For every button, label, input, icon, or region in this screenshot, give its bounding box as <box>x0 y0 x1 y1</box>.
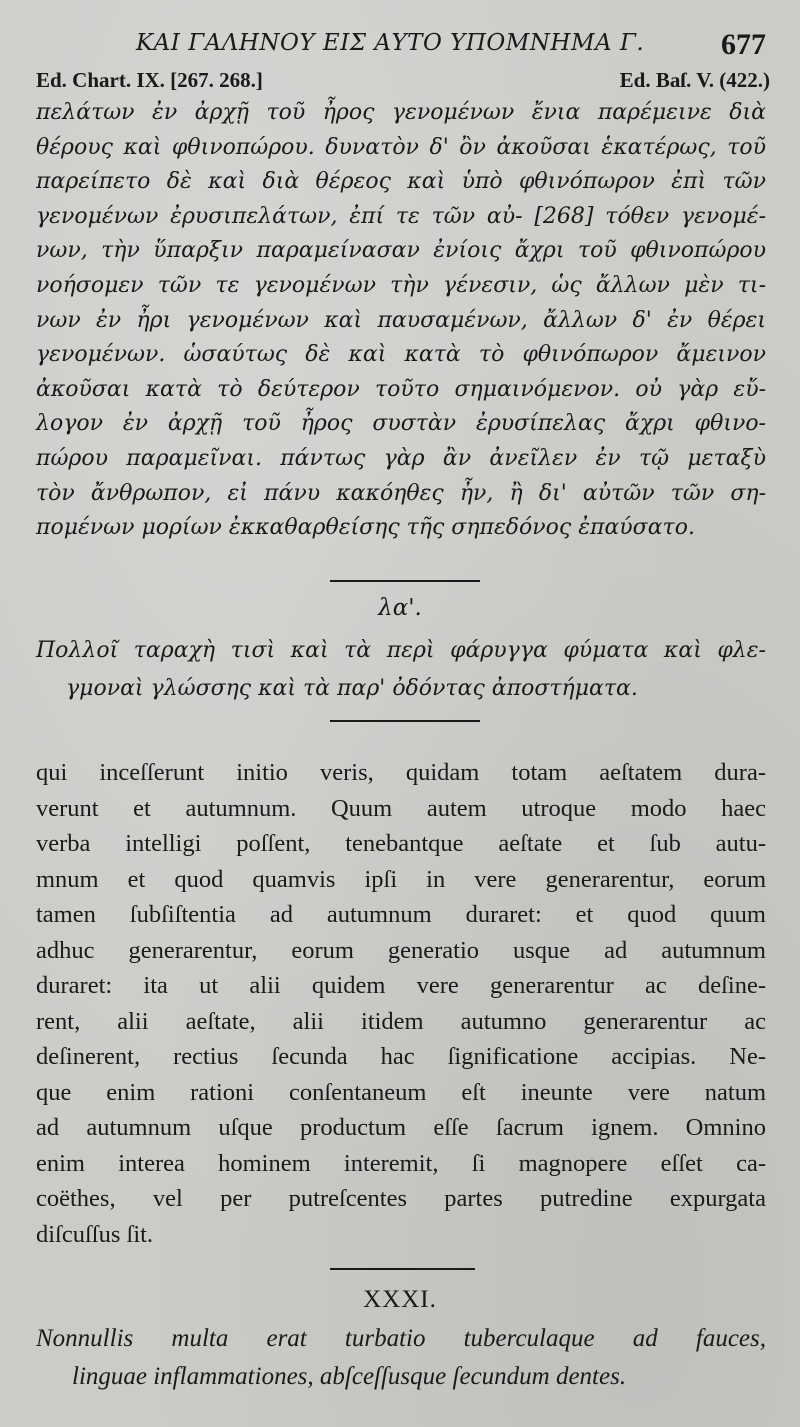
greek-line: πώρου παραμεῖναι. πάντως γὰρ ἂν ἀνεῖλεν ἐν τῷ μεταξὺ <box>36 445 766 471</box>
latin-lemma-line: linguae inflammationes, abſceſſusque ſecundum dentes. <box>72 1363 627 1390</box>
latin-line: verba intelligi poſſent, tenebantque aeſtate et ſub autu- <box>36 830 766 857</box>
greek-line: θέρους καὶ φθινοπώρου. δυνατὸν δ' ὂν ἀκοῦσαι ἑκατέρως, τοῦ <box>36 134 766 160</box>
running-title: ΚΑΙ ΓΑΛΗΝΟΥ ΕΙΣ ΑΥΤΟ ΥΠΟΜΝΗΜΑ Γ. <box>136 30 645 56</box>
greek-line: γενομένων. ὡσαύτως δὲ καὶ κατὰ τὸ φθινόπωρον ἄμεινον <box>36 342 766 368</box>
greek-lemma-line: γμοναὶ γλώσσης καὶ τὰ παρ' ὀδόντας ἀποστήματα. <box>66 676 638 701</box>
greek-section-number: λα'. <box>378 595 422 621</box>
latin-lemma-line: Nonnullis multa erat turbatio tuberculaque ad fauces, <box>36 1325 766 1352</box>
greek-line: νων, τὴν ὕπαρξιν παραμείνασαν ἐνίοις ἄχρι τοῦ φθινοπώρου <box>36 238 766 264</box>
edition-basel: Ed. Baſ. V. (422.) <box>619 68 770 92</box>
latin-line: verunt et autumnum. Quum autem utroque modo haec <box>36 794 766 822</box>
latin-line: duraret: ita ut alii quidem vere generarentur ac deſine- <box>36 972 766 999</box>
greek-line: παρείπετο δὲ καὶ διὰ θέρεος καὶ ὑπὸ φθινόπωρον ἐπὶ τῶν <box>36 169 766 195</box>
latin-line: diſcuſſus ſit. <box>36 1220 154 1248</box>
section-divider <box>330 580 480 582</box>
page-number: 677 <box>721 28 766 61</box>
greek-line: νων ἐν ἦρι γενομένων καὶ παυσαμένων, ἄλλων δ' ἐν θέρει <box>36 307 766 333</box>
greek-line: τὸν ἄνθρωπον, εἰ πάνυ κακόηθες ἦν, ἢ δι' αὐτῶν τῶν ση- <box>36 480 766 506</box>
latin-line: tamen ſubſiſtentia ad autumnum duraret: et quod quum <box>36 901 766 928</box>
greek-line: γενομένων ἐρυσιπελάτων, ἐπί τε τῶν αὐ- [268] τόθεν γενομέ- <box>36 203 766 229</box>
latin-line: rent, alii aeſtate, alii itidem autumno generarentur ac <box>36 1007 766 1035</box>
latin-line: enim interea hominem interemit, ſi magnopere eſſet ca- <box>36 1149 766 1177</box>
greek-commentary <box>36 96 766 546</box>
running-head <box>36 30 770 70</box>
edition-references <box>36 68 770 98</box>
latin-section-number: XXXI. <box>363 1286 437 1313</box>
greek-line: πομένων μορίων ἐκκαθαρθείσης τῆς σηπεδόνος ἐπαύσατο. <box>36 515 695 541</box>
greek-lemma <box>36 632 766 708</box>
section-divider <box>330 1268 475 1270</box>
latin-line: adhuc generarentur, eorum generatio usque ad autumnum <box>36 936 766 964</box>
greek-line: νοήσομεν τῶν τε γενομένων τὴν γένεσιν, ὡς ἄλλων μὲν τι- <box>36 272 766 298</box>
latin-line: mnum et quod quamvis ipſi in vere generarentur, eorum <box>36 865 766 893</box>
greek-line: ἀκοῦσαι κατὰ τὸ δεύτερον τοῦτο σημαινόμενον. οὐ γὰρ εὔ- <box>36 376 766 402</box>
latin-line: coëthes, vel per putreſcentes partes putredine expurgata <box>36 1185 766 1212</box>
greek-line: πελάτων ἐν ἀρχῇ τοῦ ἦρος γενομένων ἔνια παρέμεινε διὰ <box>36 100 766 125</box>
latin-line: qui inceſſerunt initio veris, quidam totam aeſtatem dura- <box>36 759 766 786</box>
edition-chartier: Ed. Chart. IX. [267. 268.] <box>36 68 263 92</box>
latin-line: ad autumnum uſque productum eſſe ſacrum ignem. Omnino <box>36 1114 766 1141</box>
greek-lemma-line: Πολλοῖ ταραχὴ τισὶ καὶ τὰ περὶ φάρυγγα φύματα καὶ φλε- <box>36 638 766 663</box>
latin-line: deſinerent, rectius ſecunda hac ſignificatione accipias. Ne- <box>36 1043 766 1070</box>
section-divider <box>330 720 480 722</box>
latin-translation <box>36 755 766 1252</box>
latin-line: que enim rationi conſentaneum eſt ineunte vere natum <box>36 1078 766 1106</box>
greek-line: λογον ἐν ἀρχῇ τοῦ ἦρος συστὰν ἐρυσίπελας ἄχρι φθινο- <box>36 411 766 437</box>
latin-lemma <box>36 1320 766 1396</box>
